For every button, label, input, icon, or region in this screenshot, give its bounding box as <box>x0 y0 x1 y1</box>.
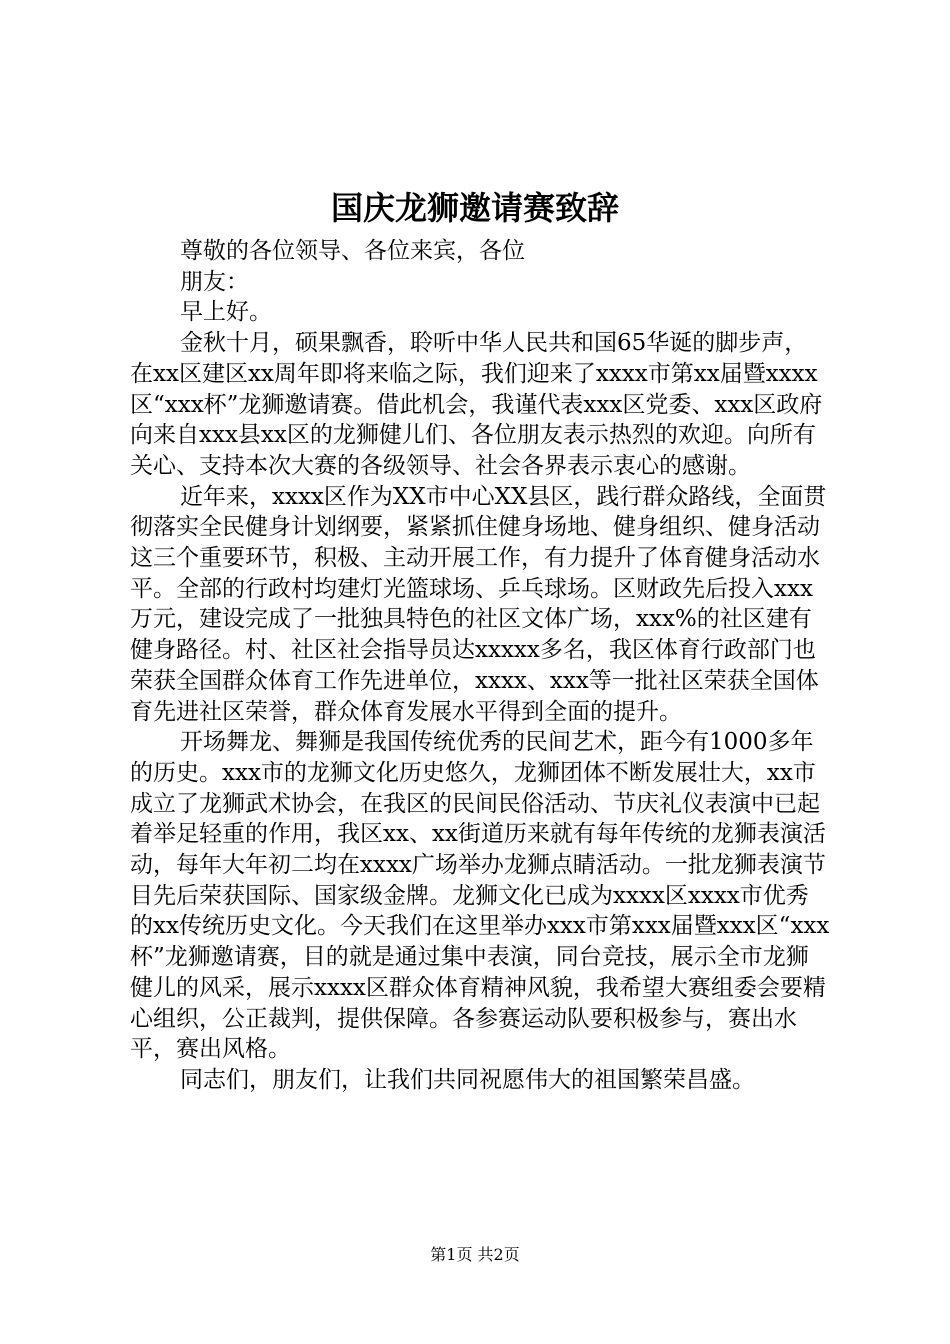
document-title: 国庆龙狮邀请赛致辞 <box>330 189 619 227</box>
salutation-line-2: 朋友： <box>180 268 249 295</box>
paragraph-achievements: 近年来，xxxx区作为XX市中心XX县区，践行群众路线，全面贯彻落实全民健身计划纲要，紧紧抓住健身场地、健身组织、健身活动这三个重要环节，积极、主动开展工作，有力提升了体育健身活动水平。全部的行政村均建灯光篮球场、乒乓球场。区财政先后投入xxx万元，建设完成了一批独具特色的社区文体广场，xxx%的社区建有健身路径。村、社区社会指导员达xxxxx多名，我区体育行政部门也荣获全国群众体育工作先进单位，xxxx、xxx等一批社区荣获全国体育先进社区荣誉，群众体育发展水平得到全面的提升。 <box>130 483 827 725</box>
paragraph-dragon-lion-culture: 开场舞龙、舞狮是我国传统优秀的民间艺术，距今有1000多年的历史。xxx市的龙狮文化历史悠久，龙狮团体不断发展壮大，xx市成立了龙狮武术协会，在我区的民间民俗活动、节庆礼仪表演中已起着举足轻重的作用，我区xx、xx街道历来就有每年传统的龙狮表演活动，每年大年初二均在xxxx广场举办龙狮点睛活动。一批龙狮表演节目先后荣获国际、国家级金牌。龙狮文化已成为xxxx区xxxx市优秀的xx传统历史文化。今天我们在这里举办xxx市第xxx届暨xxx区“xxx杯”龙狮邀请赛，目的就是通过集中表演，同台竞技，展示全市龙狮健儿的风采，展示xxxx区群众体育精神风貌，我希望大赛组委会要精心组织，公正裁判，提供保障。各参赛运动队要积极参与，赛出水平，赛出风格。 <box>130 729 830 1063</box>
paragraph-welcome: 金秋十月，硕果飘香，聆听中华人民共和国65华诞的脚步声，在xx区建区xx周年即将来临之际，我们迎来了xxxx市第xx届暨xxxx区“xxx杯”龙狮邀请赛。借此机会，我谨代表xxx区党委、xxx区政府向来自xxx县xx区的龙狮健儿们、各位朋友表示热烈的欢迎。向所有关心、支持本次大赛的各级领导、社会各界表示衷心的感谢。 <box>130 330 823 479</box>
salutation-line: 尊敬的各位领导、各位来宾，各位 <box>180 238 525 264</box>
greeting: 早上好。 <box>180 299 272 326</box>
page-number-footer: 第1页 共2页 <box>430 1245 520 1264</box>
document-body <box>130 236 830 1096</box>
paragraph-closing: 同志们，朋友们，让我们共同祝愿伟大的祖国繁荣昌盛。 <box>180 1066 755 1093</box>
